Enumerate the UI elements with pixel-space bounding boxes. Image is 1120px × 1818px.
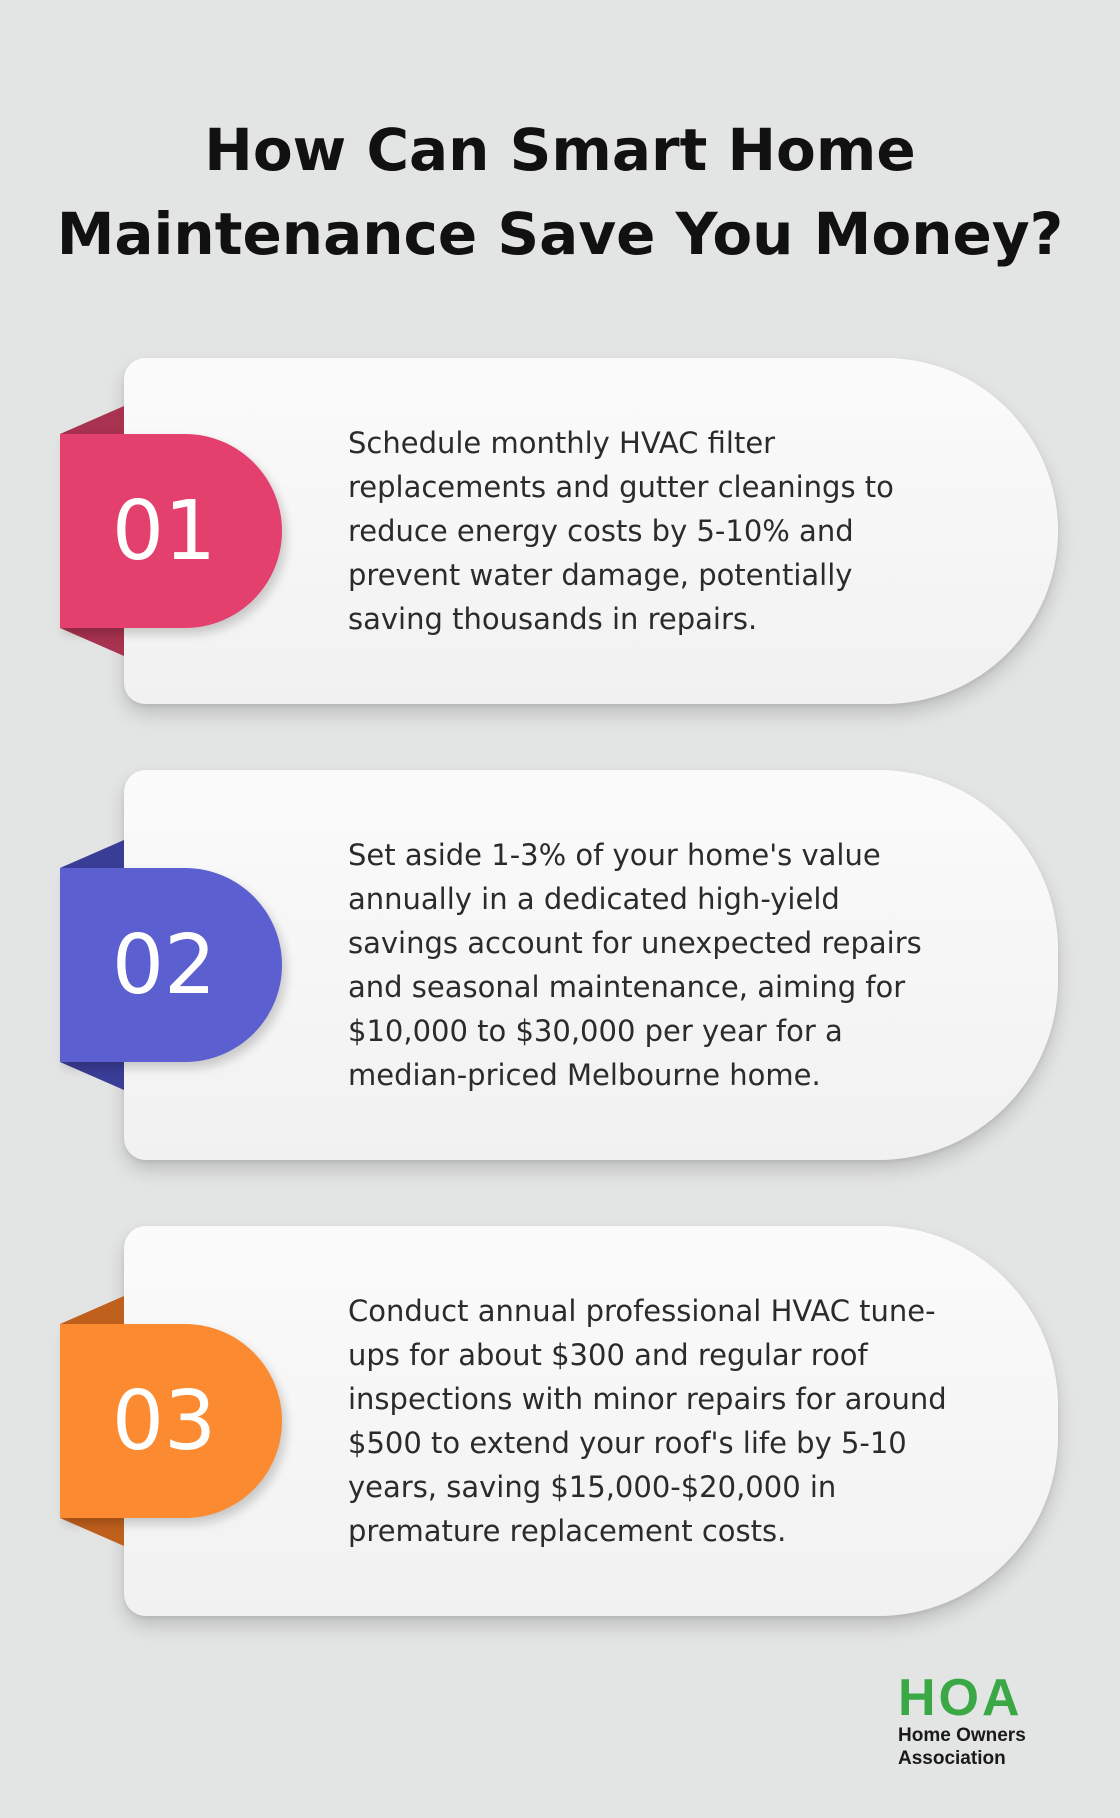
title-line-2: Maintenance Save You Money? xyxy=(56,200,1064,268)
badge-number-1: 01 xyxy=(60,434,282,628)
title-line-1: How Can Smart Home xyxy=(204,116,916,184)
hoa-logo xyxy=(898,1669,1098,1770)
badge-number-2: 02 xyxy=(60,868,282,1062)
logo-mark: HOA xyxy=(898,1669,1023,1727)
badge-number-3: 03 xyxy=(60,1324,282,1518)
tip-text-2: Set aside 1-3% of your home's value annually in a dedicated high-yield savings account for unexpected repairs and seasonal maintenance, aiming for $10,000 to $30,000 per year for a median-priced Melbourne home. xyxy=(348,838,922,1092)
number-badge-1 xyxy=(60,406,286,632)
page-title xyxy=(0,108,1120,276)
tip-text-3: Conduct annual professional HVAC tune-ups for about $300 and regular roof inspections with minor repairs for around $500 to extend your roof's life by 5-10 years, saving $15,000-$20,000 in premature replacement costs. xyxy=(348,1294,947,1548)
logo-line-2: Association xyxy=(898,1748,1006,1769)
logo-line-1: Home Owners xyxy=(898,1725,1026,1746)
number-badge-3 xyxy=(60,1296,286,1522)
tip-text-1: Schedule monthly HVAC filter replacements and gutter cleanings to reduce energy costs by 5-10% and prevent water damage, potentially saving thousands in repairs. xyxy=(348,426,894,636)
number-badge-2 xyxy=(60,840,286,1066)
